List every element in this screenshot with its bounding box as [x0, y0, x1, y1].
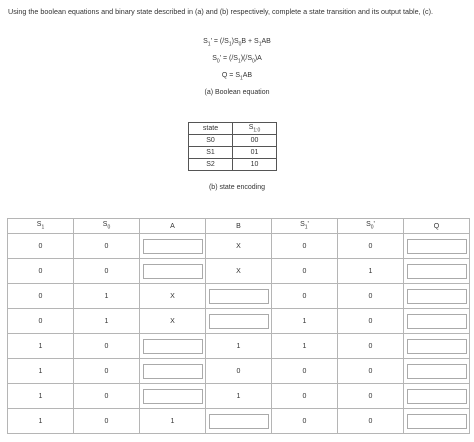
cell-s0: 1	[74, 284, 140, 309]
cell-s0: 0	[74, 234, 140, 259]
table-row	[8, 334, 470, 359]
cell-s0: 0	[74, 359, 140, 384]
cell-a: X	[140, 284, 206, 309]
cell-q	[404, 284, 470, 309]
cell-s1: 0	[8, 259, 74, 284]
table-row	[8, 384, 470, 409]
cell-s1-next: 0	[272, 284, 338, 309]
cell-s1: 1	[8, 409, 74, 434]
cell-a	[140, 359, 206, 384]
cell-b: 1	[206, 384, 272, 409]
cell-s0: 0	[74, 384, 140, 409]
cell-s1: 0	[8, 309, 74, 334]
cell-b	[206, 409, 272, 434]
cell-a: 1	[140, 409, 206, 434]
enc-cell: S2	[189, 159, 233, 171]
cell-q	[404, 309, 470, 334]
col-header-a: A	[140, 219, 206, 234]
cell-s0-next: 0	[338, 284, 404, 309]
cell-q	[404, 384, 470, 409]
answer-input-a[interactable]	[143, 339, 203, 354]
cell-b: 1	[206, 334, 272, 359]
cell-a	[140, 334, 206, 359]
cell-s0-next: 0	[338, 384, 404, 409]
table-row	[8, 309, 470, 334]
caption-state-encoding: (b) state encoding	[208, 184, 266, 191]
cell-s1: 1	[8, 359, 74, 384]
cell-s1-next: 1	[272, 309, 338, 334]
answer-input-q[interactable]	[407, 289, 467, 304]
cell-s1-next: 0	[272, 359, 338, 384]
cell-q	[404, 359, 470, 384]
state-encoding-table	[188, 122, 277, 171]
cell-s0: 0	[74, 259, 140, 284]
cell-s0: 0	[74, 409, 140, 434]
table-row	[8, 359, 470, 384]
cell-b: 0	[206, 359, 272, 384]
cell-s1-next: 0	[272, 259, 338, 284]
answer-input-b[interactable]	[209, 289, 269, 304]
answer-input-q[interactable]	[407, 414, 467, 429]
answer-input-q[interactable]	[407, 339, 467, 354]
answer-input-b[interactable]	[209, 314, 269, 329]
cell-a: X	[140, 309, 206, 334]
cell-a	[140, 259, 206, 284]
answer-input-q[interactable]	[407, 364, 467, 379]
answer-input-q[interactable]	[407, 314, 467, 329]
table-row	[8, 234, 470, 259]
enc-header-code: $S_{1:0}$	[233, 123, 277, 135]
answer-input-b[interactable]	[209, 414, 269, 429]
enc-cell: S0	[189, 135, 233, 147]
col-header-s0: $S_0$	[74, 219, 140, 234]
answer-input-q[interactable]	[407, 389, 467, 404]
enc-cell: S1	[189, 147, 233, 159]
col-header-q: Q	[404, 219, 470, 234]
answer-input-a[interactable]	[143, 264, 203, 279]
cell-s1: 0	[8, 234, 74, 259]
cell-s1-next: 0	[272, 409, 338, 434]
equation-q: $Q = S_1AB$	[221, 72, 253, 82]
enc-cell: 01	[233, 147, 277, 159]
state-transition-table	[7, 218, 470, 434]
cell-s0-next: 0	[338, 234, 404, 259]
col-header-s0-next: $S_0'$	[338, 219, 404, 234]
cell-q	[404, 234, 470, 259]
cell-s1: 1	[8, 384, 74, 409]
col-header-b: B	[206, 219, 272, 234]
equation-s1-next: $S_1' = (/S_1)S_0B + S_1AB$	[203, 38, 271, 48]
cell-s0-next: 1	[338, 259, 404, 284]
answer-input-a[interactable]	[143, 364, 203, 379]
answer-input-q[interactable]	[407, 239, 467, 254]
cell-b	[206, 309, 272, 334]
answer-input-a[interactable]	[143, 389, 203, 404]
col-header-s1: $S_1$	[8, 219, 74, 234]
cell-s1-next: 1	[272, 334, 338, 359]
cell-s0-next: 0	[338, 409, 404, 434]
table-row	[8, 259, 470, 284]
enc-header-state: state	[189, 123, 233, 135]
cell-q	[404, 334, 470, 359]
equation-s0-next: $S_0' = (/S_1)(/S_0)A$	[212, 55, 262, 65]
caption-boolean-equation: (a) Boolean equation	[204, 89, 270, 96]
cell-s0: 0	[74, 334, 140, 359]
cell-q	[404, 409, 470, 434]
enc-cell: 00	[233, 135, 277, 147]
table-row	[8, 284, 470, 309]
col-header-s1-next: $S_1'$	[272, 219, 338, 234]
cell-a	[140, 384, 206, 409]
cell-s1-next: 0	[272, 234, 338, 259]
cell-q	[404, 259, 470, 284]
cell-s0-next: 0	[338, 309, 404, 334]
enc-cell: 10	[233, 159, 277, 171]
cell-b	[206, 284, 272, 309]
cell-s0-next: 0	[338, 334, 404, 359]
cell-b: X	[206, 259, 272, 284]
cell-b: X	[206, 234, 272, 259]
cell-a	[140, 234, 206, 259]
cell-s0: 1	[74, 309, 140, 334]
question-text: Using the boolean equations and binary state described in (a) and (b) respectively, complete a state transition and its output table, (c).	[8, 7, 433, 16]
cell-s1: 0	[8, 284, 74, 309]
cell-s1-next: 0	[272, 384, 338, 409]
table-row	[8, 409, 470, 434]
answer-input-a[interactable]	[143, 239, 203, 254]
cell-s0-next: 0	[338, 359, 404, 384]
answer-input-q[interactable]	[407, 264, 467, 279]
cell-s1: 1	[8, 334, 74, 359]
